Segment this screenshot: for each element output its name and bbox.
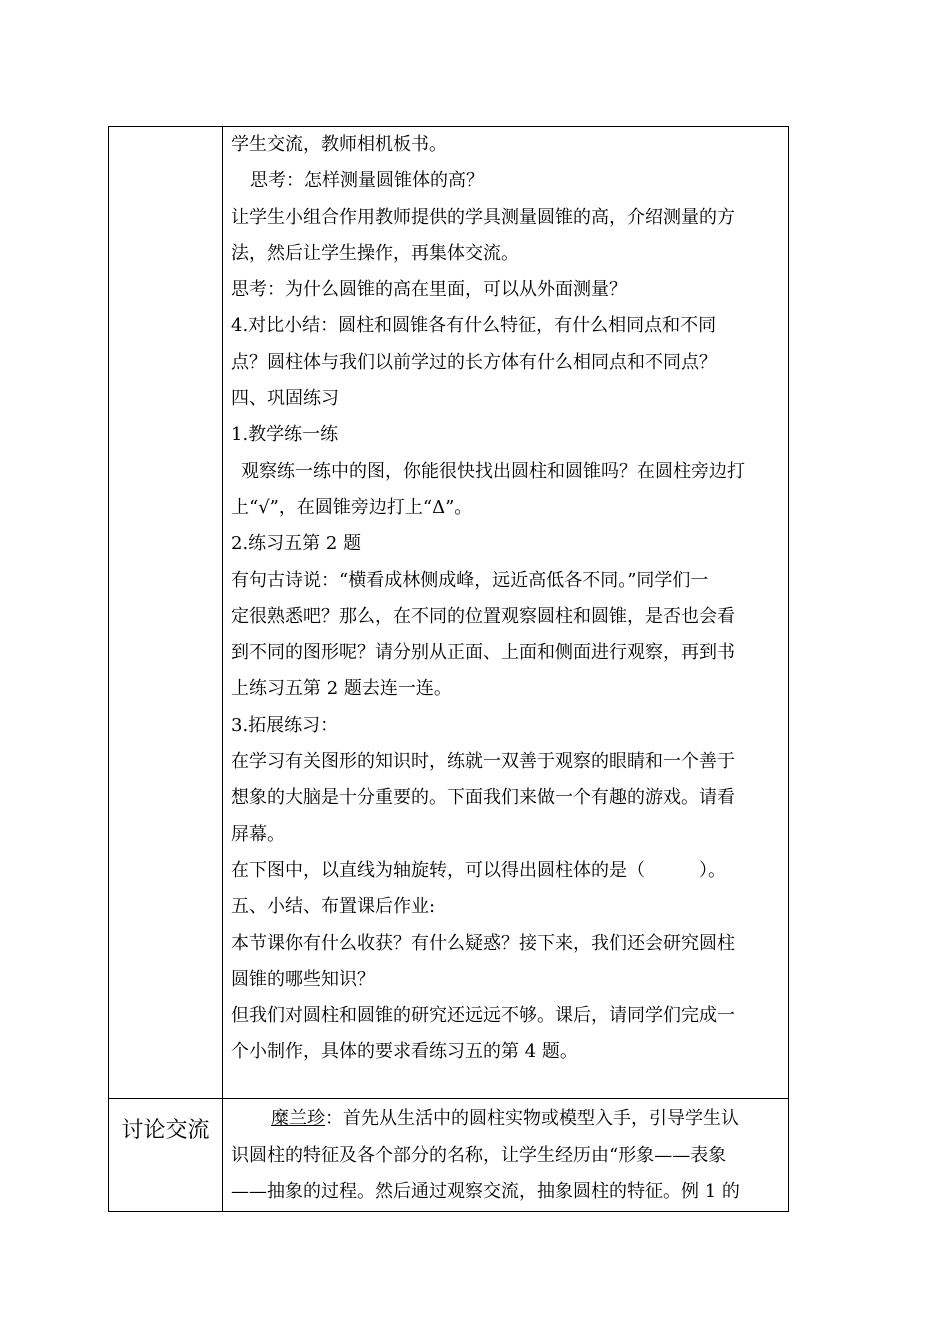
text-line: 本节课你有什么收获？有什么疑惑？接下来，我们还会研究圆柱 <box>231 932 735 954</box>
section-heading: 五、小结、布置课后作业: <box>231 896 436 918</box>
text-line: ——抽象的过程。然后通过观察交流，抽象圆柱的特征。例 1 的 <box>231 1181 740 1202</box>
text-line: 2.练习五第 2 题 <box>231 533 362 555</box>
text-line: 在学习有关图形的知识时，练就一双善于观察的眼睛和一个善于 <box>231 751 735 773</box>
text-line: 1.教学练一练 <box>231 424 339 446</box>
text-line: 到不同的图形呢？请分别从正面、上面和侧面进行观察，再到书 <box>231 642 735 664</box>
text-line: 法，然后让学生操作，再集体交流。 <box>231 242 519 264</box>
text-line: 上练习五第 2 题去连一连。 <box>231 678 452 700</box>
text-fragment: ：首先从生活中的圆柱实物或模型入手，引导学生认 <box>325 1108 739 1129</box>
text-line: 想象的大脑是十分重要的。下面我们来做一个有趣的游戏。请看 <box>231 787 735 809</box>
text-line: 识圆柱的特征及各个部分的名称，让学生经历由“形象——表象 <box>231 1144 727 1166</box>
speaker-name: 糜兰珍 <box>271 1108 325 1129</box>
text-line: 个小制作，具体的要求看练习五的第 4 题。 <box>231 1041 578 1063</box>
section-heading: 四、巩固练习 <box>231 388 339 410</box>
lesson-table <box>108 126 789 1212</box>
teaching-process-cell <box>231 127 779 1071</box>
text-line: 让学生小组合作用教师提供的学具测量圆锥的高，介绍测量的方 <box>231 206 735 228</box>
text-line: 在下图中，以直线为轴旋转，可以得出圆柱体的是（ ）。 <box>231 859 726 881</box>
text-line: 定很熟悉吧？那么，在不同的位置观察圆柱和圆锥，是否也会看 <box>231 605 735 627</box>
discussion-label: 讨论交流 <box>121 1118 210 1143</box>
text-line: 圆锥的哪些知识？ <box>231 968 375 990</box>
text-line: 学生交流，教师相机板书。 <box>231 134 447 155</box>
text-line: 但我们对圆柱和圆锥的研究还远远不够。课后，请同学们完成一 <box>231 1005 735 1027</box>
text-line: 思考：为什么圆锥的高在里面，可以从外面测量？ <box>231 279 627 301</box>
text-line: 屏幕。 <box>231 823 285 845</box>
text-line: 点？圆柱体与我们以前学过的长方体有什么相同点和不同点？ <box>231 351 717 373</box>
text-line: 上“√”，在圆锥旁边打上“Δ”。 <box>231 496 473 518</box>
row-divider <box>109 1098 788 1099</box>
text-line <box>231 1101 779 1138</box>
text-line: 有句古诗说：“横看成林侧成峰，远近高低各不同。”同学们一 <box>231 569 709 591</box>
discussion-label-cell <box>109 1101 222 1211</box>
text-line: 观察练一练中的图，你能很快找出圆柱和圆锥吗？在圆柱旁边打 <box>241 460 745 482</box>
text-line: 思考：怎样测量圆锥体的高？ <box>250 170 484 192</box>
column-divider <box>222 127 223 1211</box>
text-line: 4.对比小结：圆柱和圆锥各有什么特征，有什么相同点和不同 <box>231 315 717 337</box>
discussion-cell <box>231 1101 779 1211</box>
text-line: 3.拓展练习： <box>231 714 339 736</box>
